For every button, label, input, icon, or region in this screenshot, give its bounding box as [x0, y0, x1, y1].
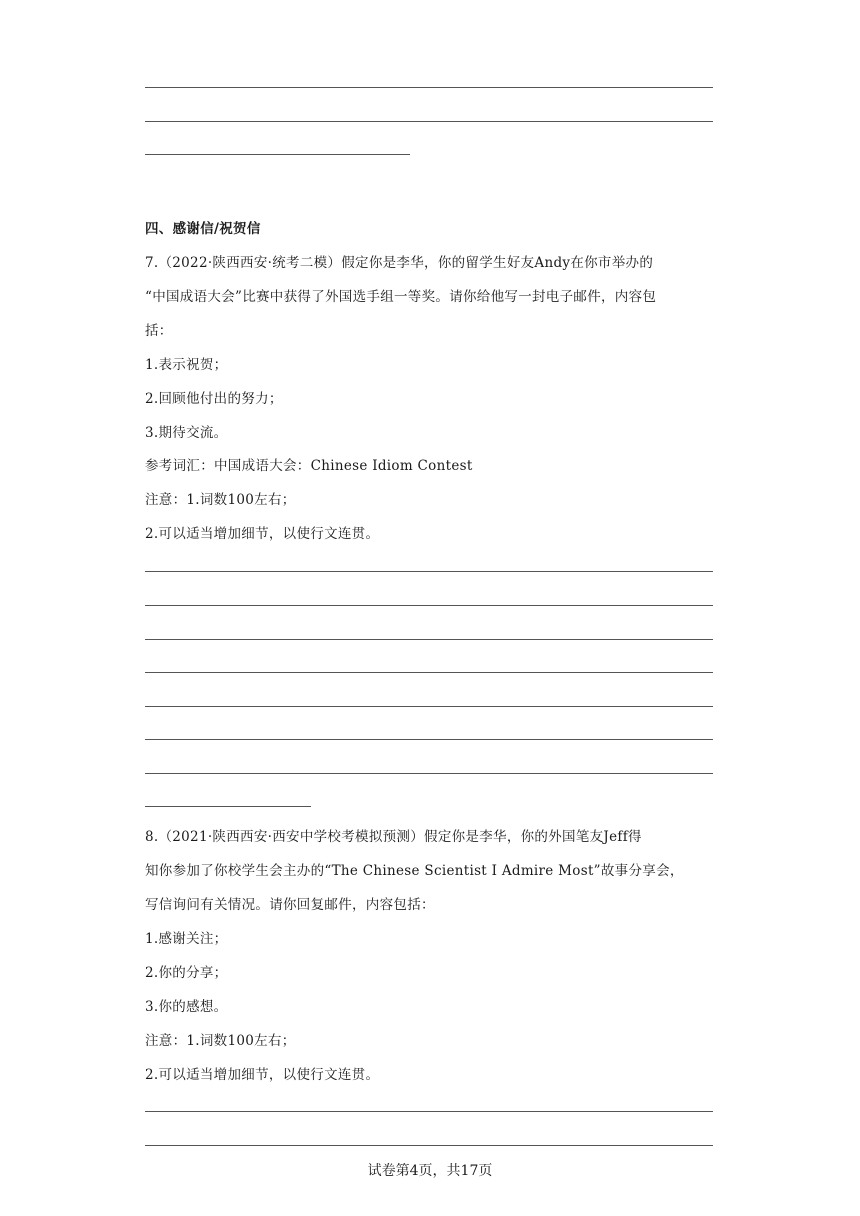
answer-line [145, 571, 713, 572]
q7-point-3: 3.期待交流。 [145, 425, 228, 441]
answer-line [145, 605, 713, 606]
answer-line-short [145, 806, 311, 807]
answer-line [145, 773, 713, 774]
answer-line [145, 1111, 713, 1112]
q8-prompt-line-3: 写信询问有关情况。请你回复邮件，内容包括： [145, 897, 435, 913]
q7-note-2: 2.可以适当增加细节，以使行文连贯。 [145, 526, 380, 542]
q7-note-1: 注意：1.词数100左右； [145, 492, 296, 508]
q8-point-1: 1.感谢关注； [145, 931, 228, 947]
answer-line [145, 639, 713, 640]
q7-point-1: 1.表示祝贺； [145, 357, 228, 373]
q7-point-2: 2.回顾他付出的努力； [145, 391, 283, 407]
answer-line [145, 1145, 713, 1146]
q8-note-2: 2.可以适当增加细节，以使行文连贯。 [145, 1067, 380, 1083]
answer-line [145, 739, 713, 740]
q7-prompt-line-1: 7.（2022·陕西西安·统考二模）假定你是李华，你的留学生好友Andy在你市举办的 [145, 255, 654, 271]
q8-note-1: 注意：1.词数100左右； [145, 1033, 296, 1049]
answer-line-short [145, 154, 410, 155]
q8-point-2: 2.你的分享； [145, 965, 228, 981]
q7-prompt-line-3: 括： [145, 323, 173, 339]
q8-prompt-line-1: 8.（2021·陕西西安·西安中学校考模拟预测）假定你是李华，你的外国笔友Jeff得 [145, 829, 642, 845]
answer-line [145, 706, 713, 707]
q8-prompt-line-2: 知你参加了你校学生会主办的“The Chinese Scientist I Admire Most”故事分享会， [145, 863, 684, 879]
page-footer: 试卷第4页，共17页 [367, 1163, 493, 1179]
q8-point-3: 3.你的感想。 [145, 999, 228, 1015]
q7-vocab: 参考词汇：中国成语大会：Chinese Idiom Contest [145, 458, 473, 474]
answer-line [145, 121, 713, 122]
q7-prompt-line-2: “中国成语大会”比赛中获得了外国选手组一等奖。请你给他写一封电子邮件，内容包 [145, 289, 657, 305]
answer-line [145, 672, 713, 673]
section-heading: 四、感谢信/祝贺信 [145, 221, 261, 237]
answer-line [145, 87, 713, 88]
